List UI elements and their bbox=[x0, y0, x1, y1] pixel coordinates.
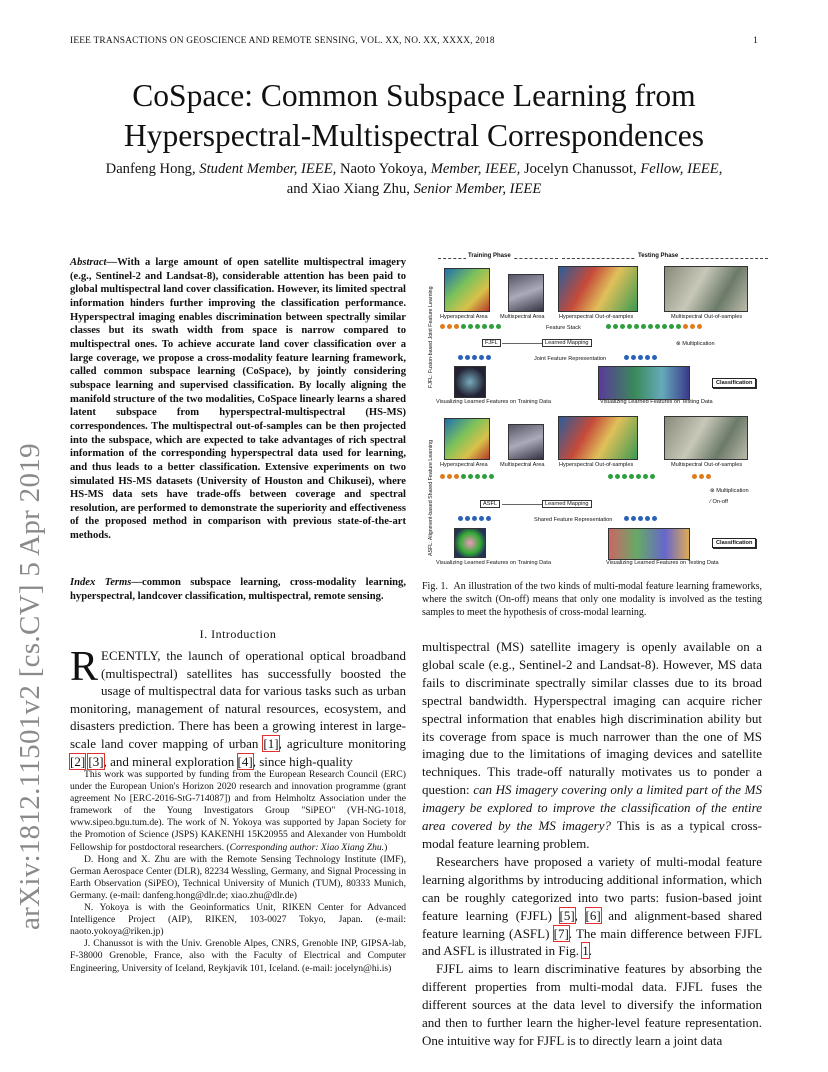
footnote-funding bbox=[70, 769, 406, 854]
title-line-1: CoSpace: Common Subspace Learning from bbox=[132, 78, 696, 113]
testing-phase-label: Testing Phase bbox=[638, 253, 679, 259]
abstract-label: Abstract bbox=[70, 257, 107, 268]
shared-feature-dots-test bbox=[624, 516, 657, 521]
hs-area-image-2 bbox=[444, 418, 490, 460]
right-text-6: . The main difference between FJFL and ASFL is illustrated in Fig. bbox=[422, 925, 763, 959]
title-line-2: Hyperspectral-Multispectral Correspondences bbox=[124, 118, 704, 153]
hs-area-image bbox=[444, 268, 490, 312]
author-3-role: Fellow, IEEE, bbox=[640, 161, 723, 177]
hs-area-label: Hyperspectral Area bbox=[440, 314, 488, 320]
citation-link[interactable]: [1] bbox=[263, 735, 279, 751]
arxiv-stamp: arXiv:1812.11501v2 [cs.CV] 5 Apr 2019 bbox=[14, 443, 46, 930]
multiplication-label-bottom: ⊗ Multiplication bbox=[710, 488, 749, 494]
page-number: 1 bbox=[753, 36, 758, 46]
classification-box-bottom: Classification bbox=[712, 538, 756, 548]
paragraph-ms-imagery bbox=[422, 638, 762, 853]
right-text-5: and alignment-based shared feature learning (ASFL) bbox=[422, 907, 762, 941]
shared-feature-label: Shared Feature Representation bbox=[534, 517, 613, 523]
index-terms-label: Index Terms bbox=[70, 577, 132, 588]
vis-test-label-bottom: Visualizing Learned Features on Testing Data bbox=[606, 560, 719, 566]
index-terms-text: —common subspace learning, cross-modality learning, hyperspectral, landcover classification, multispectral, remote sensing. bbox=[70, 577, 406, 602]
right-text-2: This is as a typical cross-modal feature learning problem. bbox=[422, 818, 762, 851]
vis-test-bottom bbox=[608, 528, 690, 560]
author-4-role: Senior Member, IEEE bbox=[413, 181, 542, 197]
training-phase-label: Training Phase bbox=[468, 253, 511, 259]
footnotes bbox=[70, 769, 406, 975]
research-question: can HS imagery covering only a limited part of the MS imagery be explored to improve the classification of the entire area covered by the MS imagery? bbox=[422, 782, 762, 834]
mapping-line bbox=[502, 343, 542, 344]
ms-area-image bbox=[508, 274, 544, 312]
index-terms bbox=[70, 576, 406, 603]
author-4: and Xiao Xiang Zhu, bbox=[286, 181, 410, 197]
footnote-affiliation-3: J. Chanussot is with the Univ. Grenoble Alpes, CNRS, Grenoble INP, GIPSA-lab, F-38000 Grenoble, France, also with the Faculty of Electrical and Computer Engineering, University of Iceland, Reykjavik 101, Iceland. (e-mail: jocelyn@hi.is) bbox=[70, 938, 406, 974]
caption-text: An illustration of the two kinds of multi-modal feature learning frameworks, where the switch (On-off) means that only one modality is involved as the testing samples to meet the hypothesis of cross-modal learning. bbox=[422, 581, 762, 618]
section-heading: I. Introduction bbox=[199, 627, 277, 641]
right-text-7: . bbox=[588, 943, 592, 959]
hs-oos-label: Hyperspectral Out-of-samples bbox=[559, 314, 634, 320]
asfl-side-label: ASFL: Alignment-based Shared Feature Learning bbox=[428, 439, 434, 556]
feature-stack-label: Feature Stack bbox=[546, 325, 581, 331]
citation-link[interactable]: [7] bbox=[553, 925, 569, 941]
citation-link[interactable]: [2] bbox=[70, 753, 86, 769]
author-list bbox=[60, 159, 768, 199]
drop-cap: R bbox=[70, 644, 99, 690]
paragraph-fjfl: FJFL aims to learn discriminative features by absorbing the different properties from multi-modal data. FJFL fuses the different sources at the data level to diversify the information and then to further learn the higher-level feature representation. One intuitive way for FJFL is to directly learn a joint data bbox=[422, 961, 762, 1048]
multiplication-text-top: Multiplication bbox=[682, 341, 715, 347]
vis-train-bottom bbox=[454, 528, 486, 558]
hs-oos-label-2: Hyperspectral Out-of-samples bbox=[559, 462, 634, 468]
citation-link[interactable]: [3] bbox=[88, 753, 104, 769]
hs-area-label-2: Hyperspectral Area bbox=[440, 462, 488, 468]
ms-oos-label-2: Multispectral Out-of-samples bbox=[671, 462, 743, 468]
vis-train-top bbox=[454, 366, 486, 398]
right-column-body bbox=[422, 638, 762, 1050]
intro-text-5: , since high-quality bbox=[252, 753, 353, 769]
feature-dots-train-bottom bbox=[440, 474, 494, 479]
vis-test-top bbox=[598, 366, 690, 400]
running-header bbox=[70, 36, 758, 46]
figure-1 bbox=[428, 248, 768, 570]
author-2-role: Member, IEEE, bbox=[430, 161, 521, 177]
footnote-affiliation-2: N. Yokoya is with the Geoinformatics Unit, RIKEN Center for Advanced Intelligence Project (AIP), RIKEN, 103-0027 Tokyo, Japan. (e-mail: naoto.yokoya@riken.jp) bbox=[70, 902, 406, 938]
footnote-funding-text: This work was supported by funding from the European Research Council (ERC) under the European Union's Horizon 2020 research and innovation programme (grant agreement No [ERC-2016-StG-714087]) and from Helmholtz Association under the framework of the Young Investigators Group "SiPEO" (VH-NG-1018, www.sipeo.bgu.tum.de). The work of N. Yokoya was supported by Japan Society for the Promotion of Science (JSPS) KAKENHI 15K20955 and Alexander von Humboldt Fellowship for postdoctoral researchers. ( bbox=[70, 769, 406, 853]
abstract bbox=[70, 256, 406, 543]
ms-area-label: Multispectral Area bbox=[500, 314, 545, 320]
classification-box-top: Classification bbox=[712, 378, 756, 388]
author-2: Naoto Yokoya, bbox=[339, 161, 428, 177]
citation-link[interactable]: [6] bbox=[585, 907, 601, 923]
hs-oos-image bbox=[558, 266, 638, 312]
vis-test-label-top: Visualizing Learned Features on Testing Data bbox=[600, 399, 713, 405]
citation-link[interactable]: [4] bbox=[237, 753, 253, 769]
joint-feature-dots-test bbox=[624, 355, 657, 360]
ms-oos-image-2 bbox=[664, 416, 748, 460]
fjfl-box: FJFL bbox=[482, 339, 501, 347]
joint-feature-label: Joint Feature Representation bbox=[534, 356, 607, 362]
feature-dots-test-bottom bbox=[608, 474, 655, 479]
joint-feature-dots bbox=[458, 355, 491, 360]
author-1-role: Student Member, IEEE, bbox=[199, 161, 337, 177]
on-off-legend: ⁄ On-off bbox=[710, 499, 728, 505]
citation-link[interactable]: [5] bbox=[559, 907, 575, 923]
feature-dots-test-top bbox=[606, 324, 702, 329]
author-3: Jocelyn Chanussot, bbox=[523, 161, 637, 177]
ms-oos-label: Multispectral Out-of-samples bbox=[671, 314, 743, 320]
feature-dots-train-top bbox=[440, 324, 501, 329]
ms-area-label-2: Multispectral Area bbox=[500, 462, 545, 468]
intro-text-1: ECENTLY, the launch of operational optical broadband (multispectral) satellites has successfully boosted the usage of multispectral data for various tasks such as urban monitoring, management of natural resources, ecosystem, and disasters prediction. There has been a growing interest in large-scale land cover mapping of urban bbox=[70, 648, 406, 751]
learned-mapping-box-top: Learned Mapping bbox=[542, 339, 592, 347]
intro-text-4: , and mineral exploration bbox=[103, 753, 238, 769]
abstract-text: —With a large amount of open satellite multispectral imagery (e.g., Sentinel-2 and Landsat-8), considerable attention has been paid to global multispectral land cover classification. However, its limited spectral information hinders further improving the classification performance. Hyperspectral imaging enables discrimination between spectrally similar classes but its swath width from space is narrow compared to multispectral ones. To achieve accurate land cover classification over a large coverage, we propose a cross-modality feature learning framework, called common subspace learning (CoSpace), by jointly considering subspace learning and supervised classification. By locally aligning the manifold structure of the two modalities, CoSpace linearly learns a shared latent subspace from hyperspectral-multispectral (HS-MS) correspondences. The multispectral out-of-samples can be then projected into the subspace, which are expected to take advantages of rich spectral information of the corresponding hyperspectral data used for learning, and thus leads to a better classification. Extensive experiments on two simulated HS-MS datasets (University of Houston and Chikusei), where HS-MS data sets have trade-offs between coverage and spectral resolution, are performed to demonstrate the superiority and effectiveness of the proposed method in comparison with previous state-of-the-art methods. bbox=[70, 257, 406, 542]
vis-train-label-bottom: Visualizing Learned Features on Training Data bbox=[436, 560, 551, 566]
paragraph-researchers bbox=[422, 853, 762, 960]
ms-oos-image bbox=[664, 266, 748, 312]
shared-feature-dots bbox=[458, 516, 491, 521]
feature-dots-test-orange bbox=[692, 474, 711, 479]
intro-paragraph bbox=[70, 644, 406, 770]
multiplication-label-top: ⊗ Multiplication bbox=[676, 341, 715, 347]
author-1: Danfeng Hong, bbox=[105, 161, 196, 177]
hs-oos-image-2 bbox=[558, 416, 638, 460]
journal-name: IEEE TRANSACTIONS ON GEOSCIENCE AND REMOTE SENSING, VOL. XX, NO. XX, XXXX, 2018 bbox=[70, 36, 495, 46]
multiplication-text-bottom: Multiplication bbox=[716, 488, 749, 494]
learned-mapping-box-bottom: Learned Mapping bbox=[542, 500, 592, 508]
vis-train-label-top: Visualizing Learned Features on Training Data bbox=[436, 399, 551, 405]
right-text-1: multispectral (MS) satellite imagery is openly available on a global scale (e.g., Sentinel-2 and Landsat-8). However, MS data fails to discriminate spectrally similar classes due to its broad spectral bandwidth. Hyperspectral imaging can acquire richer spectral information that enables high discrimination ability but its coverage from space is much narrower than the one of MS imaging due to the limitations of imaging devices and satellite techniques. This trade-off naturally motivates us to ponder a question: bbox=[422, 639, 762, 798]
ms-area-image-2 bbox=[508, 424, 544, 460]
corresponding-author: Corresponding author: Xiao Xiang Zhu. bbox=[229, 841, 385, 853]
paper-title bbox=[60, 76, 768, 156]
on-off-text: On-off bbox=[712, 499, 728, 505]
figure-link[interactable]: 1 bbox=[582, 943, 589, 959]
intro-text-2: , agriculture monitoring bbox=[278, 735, 406, 751]
footnote-affiliation-1: D. Hong and X. Zhu are with the Remote Sensing Technology Institute (IMF), German Aerospace Center (DLR), 82234 Wessling, Germany, and Signal Processing in Earth Observation (SiPEO), Technical University of Munich (TUM), 80333 Munich, Germany. (e-mail: danfeng.hong@dlr.de; xiao.zhu@dlr.de) bbox=[70, 853, 406, 901]
right-text-4: , bbox=[574, 907, 586, 923]
right-text-3: Researchers have proposed a variety of multi-modal feature learning algorithms by introducing additional information, which can be roughly categorized into two parts: fusion-based joint feature learning (FJFL) bbox=[422, 853, 762, 923]
fjfl-side-label: FJFL: Fusion-based Joint Feature Learning bbox=[428, 286, 434, 388]
caption-label: Fig. 1. bbox=[422, 581, 449, 592]
asfl-box: ASFL bbox=[480, 500, 500, 508]
figure-caption bbox=[422, 580, 762, 619]
mapping-line-2 bbox=[502, 504, 542, 505]
footnote-funding-end: ) bbox=[384, 841, 388, 853]
